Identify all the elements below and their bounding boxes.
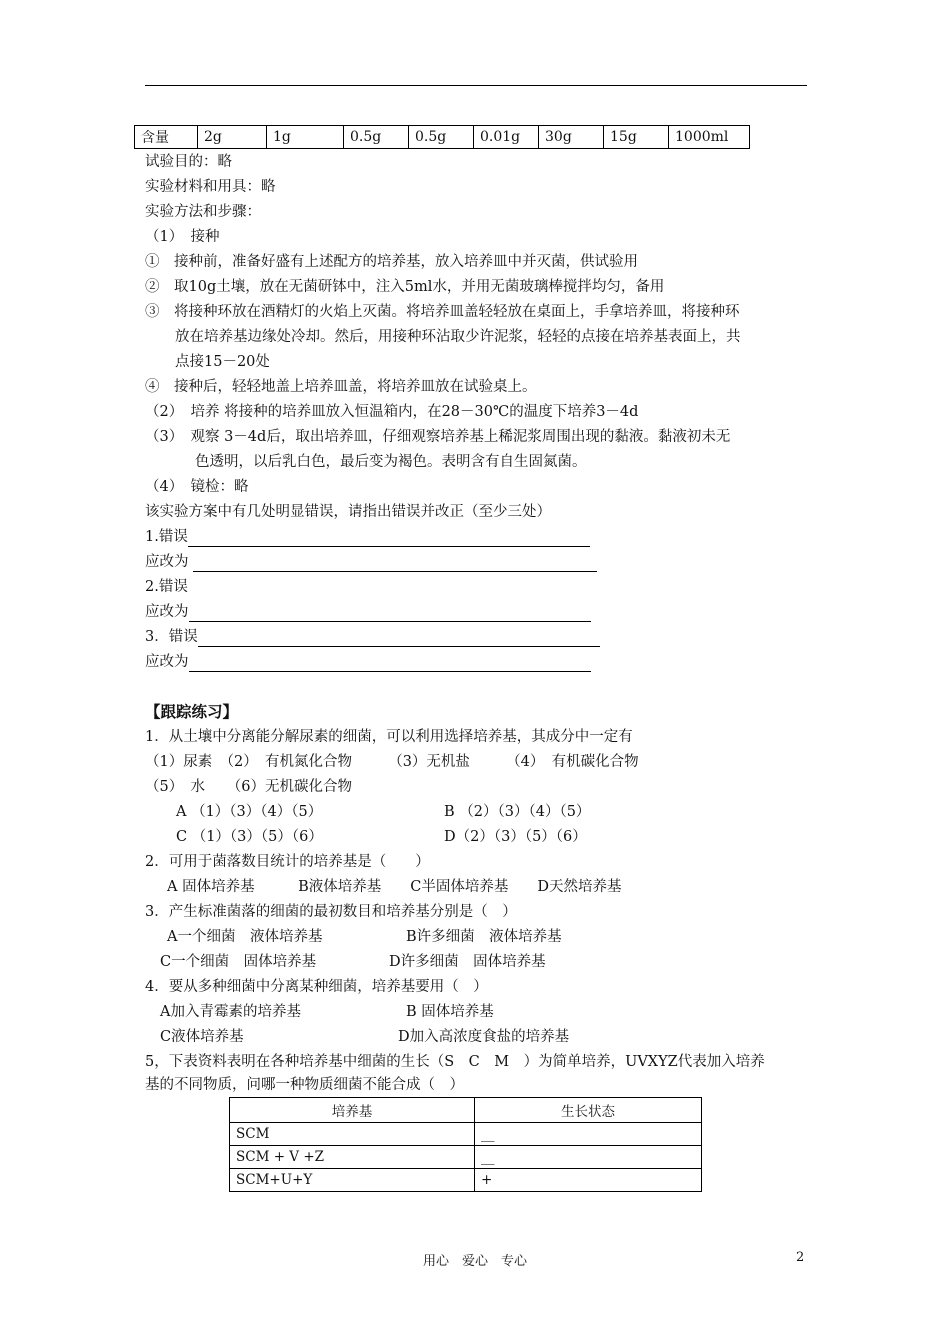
question-4: 4．要从多种细菌中分离某种细菌，培养基要用（ ） [145, 979, 488, 995]
table-cell: ＿ [475, 1146, 702, 1169]
option-d: D加入高浓度食盐的培养基 [398, 1029, 570, 1045]
answer-blank[interactable] [188, 530, 590, 547]
table-cell: SCM [230, 1123, 475, 1146]
formula-table [134, 125, 750, 149]
option-c: C液体培养基 [160, 1029, 244, 1045]
text-line: 点接15－20处 [175, 354, 270, 370]
growth-table [229, 1097, 702, 1192]
fix-label: 应改为 [145, 654, 189, 670]
error-label: 3．错误 [145, 629, 198, 645]
footer-text: 用心 爱心 专心 [422, 1254, 527, 1269]
answer-blank[interactable] [189, 655, 591, 672]
question-1-items: （1）尿素 （2） 有机氮化合物 （3）无机盐 （4） 有机碳化合物 [145, 754, 639, 770]
question-5: 5，下表资料表明在各种培养基中细菌的生长（S C M ）为简单培养，UVXYZ代表加入培养 [145, 1054, 765, 1070]
table-cell: 含量 [135, 126, 198, 149]
fix-1-line [145, 552, 597, 572]
table-cell: SCM+U+Y [230, 1169, 475, 1192]
text-line: （2） 培养 将接种的培养皿放入恒温箱内，在28－30℃的温度下培养3－4d [145, 404, 639, 420]
table-cell: SCM + V +Z [230, 1146, 475, 1169]
text-line: 实验材料和用具：略 [145, 179, 276, 195]
text-line: （1） 接种 [145, 229, 220, 245]
answer-blank[interactable] [193, 555, 597, 572]
error-2-line [145, 577, 188, 597]
text-line: ③ 将接种环放在酒精灯的火焰上灭菌。将培养皿盖轻轻放在桌面上，手拿培养皿，将接种环 [145, 304, 740, 320]
table-cell: 2g [198, 126, 267, 149]
question-3: 3．产生标准菌落的细菌的最初数目和培养基分别是（ ） [145, 904, 517, 920]
text-line: （4） 镜检：略 [145, 479, 249, 495]
text-line: 色透明，以后乳白色，最后变为褐色。表明含有自生固氮菌。 [195, 454, 587, 470]
error-label: 1.错误 [145, 529, 188, 545]
header-cell: 生长状态 [475, 1098, 702, 1123]
section-heading: 【跟踪练习】 [145, 702, 239, 721]
table-cell: ＿ [475, 1123, 702, 1146]
header-rule [145, 85, 807, 86]
page-number: 2 [796, 1250, 805, 1265]
text-line: 放在培养基边缘处冷却。然后，用接种环沾取少许泥浆，轻轻的点接在培养基表面上，共 [175, 329, 741, 345]
table-cell: 1000ml [669, 126, 750, 149]
question-1: 1．从土壤中分离能分解尿素的细菌，可以利用选择培养基，其成分中一定有 [145, 729, 633, 745]
table-cell: 15g [604, 126, 669, 149]
fix-label: 应改为 [145, 554, 189, 570]
table-row [135, 126, 750, 149]
option-d: D许多细菌 固体培养基 [389, 954, 546, 970]
option-d: D（2）（3）（5）（6） [444, 829, 587, 845]
answer-blank[interactable] [189, 605, 591, 622]
table-cell: 0.5g [344, 126, 409, 149]
text-line: ④ 接种后，轻轻地盖上培养皿盖，将培养皿放在试验桌上。 [145, 379, 537, 395]
error-3-line [145, 627, 600, 647]
question-2-options: A 固体培养基 B液体培养基 C半固体培养基 D天然培养基 [167, 879, 622, 895]
option-b: B （2）（3）（4）（5） [444, 804, 591, 820]
text-line: 该实验方案中有几处明显错误，请指出错误并改正（至少三处） [145, 504, 551, 520]
table-cell: 30g [539, 126, 604, 149]
option-a: A一个细菌 液体培养基 [167, 929, 323, 945]
table-cell: 1g [267, 126, 344, 149]
table-cell: 0.01g [474, 126, 539, 149]
answer-blank[interactable] [198, 630, 600, 647]
fix-3-line [145, 652, 591, 672]
option-c: C （1）（3）（5）（6） [176, 829, 323, 845]
question-1-items: （5） 水 （6）无机碳化合物 [145, 779, 352, 795]
table-row [230, 1169, 702, 1192]
option-b: B 固体培养基 [406, 1004, 494, 1020]
text-line: 试验目的：略 [145, 154, 232, 170]
error-label: 2.错误 [145, 579, 188, 595]
text-line: 实验方法和步骤： [145, 204, 261, 220]
option-c: C一个细菌 固体培养基 [160, 954, 317, 970]
fix-2-line [145, 602, 591, 622]
table-header-row [230, 1098, 702, 1123]
table-row [230, 1146, 702, 1169]
table-row [230, 1123, 702, 1146]
text-line: ② 取10g土壤，放在无菌研钵中，注入5ml水，并用无菌玻璃棒搅拌均匀，备用 [145, 279, 665, 295]
option-a: A加入青霉素的培养基 [160, 1004, 301, 1020]
table-cell: 0.5g [409, 126, 474, 149]
question-5-cont: 基的不同物质，问哪一种物质细菌不能合成（ ） [145, 1077, 464, 1093]
text-line: ① 接种前，准备好盛有上述配方的培养基，放入培养皿中并灭菌，供试验用 [145, 254, 638, 270]
error-1-line [145, 527, 590, 547]
option-b: B许多细菌 液体培养基 [406, 929, 562, 945]
table-cell: + [475, 1169, 702, 1192]
header-cell: 培养基 [230, 1098, 475, 1123]
text-line: （3） 观察 3－4d后，取出培养皿，仔细观察培养基上稀泥浆周围出现的黏液。黏液初未无 [145, 429, 731, 445]
fix-label: 应改为 [145, 604, 189, 620]
option-a: A （1）（3）（4）（5） [176, 804, 323, 820]
question-2: 2．可用于菌落数目统计的培养基是（ ） [145, 854, 430, 870]
